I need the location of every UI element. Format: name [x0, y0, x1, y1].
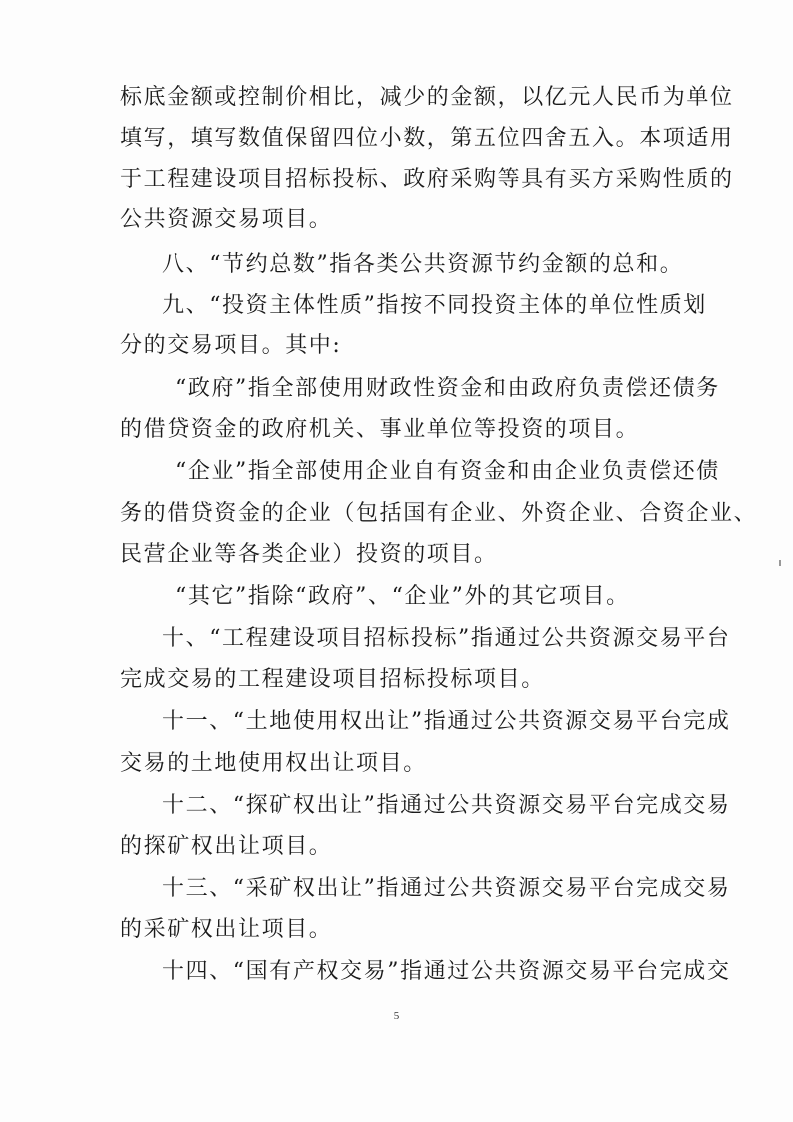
item-14-line: 十四、“国有产权交易”指通过公共资源交易平台完成交 — [162, 959, 731, 984]
body-text-line: 务的借贷资金的企业（包括国有企业、外资企业、合资企业、 — [120, 501, 758, 526]
item-9-line: 九、“投资主体性质”指按不同投资主体的单位性质划 — [162, 293, 707, 318]
other-definition-line: “其它”指除“政府”、“企业”外的其它项目。 — [175, 584, 630, 609]
body-text-line: 分的交易项目。其中: — [120, 333, 342, 358]
item-10-line: 十、“工程建设项目招标投标”指通过公共资源交易平台 — [162, 626, 731, 651]
item-11-line: 十一、“土地使用权出让”指通过公共资源交易平台完成 — [162, 709, 731, 734]
government-definition-line: “政府”指全部使用财政性资金和由政府负责偿还债务 — [175, 376, 720, 401]
body-text-line: 公共资源交易项目。 — [120, 207, 333, 232]
page-number: 5 — [393, 1010, 400, 1022]
body-text-line: 的采矿权出让项目。 — [120, 917, 333, 942]
item-13-line: 十三、“采矿权出让”指通过公共资源交易平台完成交易 — [162, 876, 731, 901]
scan-mark — [779, 560, 781, 566]
item-8-line: 八、“节约总数”指各类公共资源节约金额的总和。 — [162, 252, 684, 277]
body-text-line: 民营企业等各类企业）投资的项目。 — [120, 542, 498, 567]
body-text-line: 于工程建设项目招标投标、政府采购等具有买方采购性质的 — [120, 167, 734, 192]
body-text-line: 填写，填写数值保留四位小数，第五位四舍五入。本项适用 — [120, 126, 734, 151]
body-text-line: 完成交易的工程建设项目招标投标项目。 — [120, 667, 545, 692]
body-text-line: 标底金额或控制价相比，减少的金额，以亿元人民币为单位 — [120, 85, 734, 110]
body-text-line: 交易的土地使用权出让项目。 — [120, 751, 427, 776]
body-text-line: 的探矿权出让项目。 — [120, 834, 333, 859]
enterprise-definition-line: “企业”指全部使用企业自有资金和由企业负责偿还债 — [175, 459, 720, 484]
body-text-line: 的借贷资金的政府机关、事业单位等投资的项目。 — [120, 417, 640, 442]
item-12-line: 十二、“探矿权出让”指通过公共资源交易平台完成交易 — [162, 793, 731, 818]
